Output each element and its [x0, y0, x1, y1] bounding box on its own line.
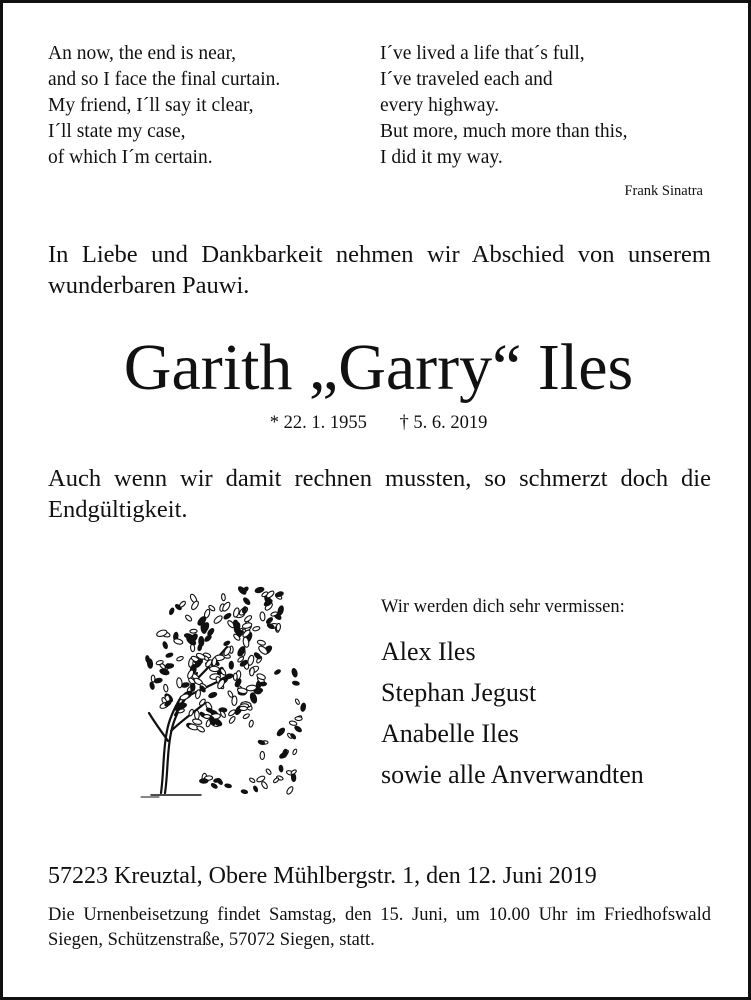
address-date-line: 57223 Kreuztal, Obere Mühlbergstr. 1, den 12. Juni 2019: [48, 863, 597, 889]
mourner-name: Stephan Jegust: [381, 678, 537, 707]
sorrow-text: Auch wenn wir damit rechnen mussten, so schmerzt doch die Endgültigkeit.: [48, 465, 711, 523]
mourner-name: Alex Iles: [381, 637, 476, 666]
poem-line: I´ve lived a life that´s full,: [380, 43, 585, 64]
poem-line: My friend, I´ll say it clear,: [48, 95, 254, 116]
birth-date: * 22. 1. 1955: [269, 413, 367, 433]
mourners-list: [381, 631, 644, 795]
poem-attribution: Frank Sinatra: [624, 183, 703, 199]
windblown-tree-icon: [131, 581, 311, 801]
poem-left-stanza: [48, 41, 280, 171]
poem-line: I did it my way.: [380, 147, 503, 168]
poem-line: and so I face the final curtain.: [48, 69, 281, 90]
burial-notice: Die Urnenbeisetzung findet Samstag, den 15. Juni, um 10.00 Uhr im Friedhofswald Siegen, Schützenstraße, 57072 Siegen, statt.: [48, 905, 711, 950]
life-dates: [3, 413, 751, 434]
mourner-name: sowie alle Anverwandten: [381, 760, 644, 789]
deceased-name: Garith „Garry“ Iles: [123, 331, 634, 404]
poem-line: An now, the end is near,: [48, 43, 237, 64]
tree-foliage: [145, 586, 306, 796]
mourner-name: Anabelle Iles: [381, 719, 519, 748]
poem-line: every highway.: [380, 95, 499, 116]
poem-line: of which I´m certain.: [48, 147, 213, 168]
mourners-heading: Wir werden dich sehr vermissen:: [381, 597, 625, 617]
poem-line: I´ve traveled each and: [380, 69, 553, 90]
poem-line: I´ll state my case,: [48, 121, 186, 142]
poem-line: But more, much more than this,: [380, 121, 628, 142]
farewell-intro: In Liebe und Dankbarkeit nehmen wir Abschied von unserem wunderbaren Pauwi.: [48, 241, 711, 299]
poem-right-stanza: [380, 41, 628, 171]
death-date: † 5. 6. 2019: [399, 413, 488, 433]
